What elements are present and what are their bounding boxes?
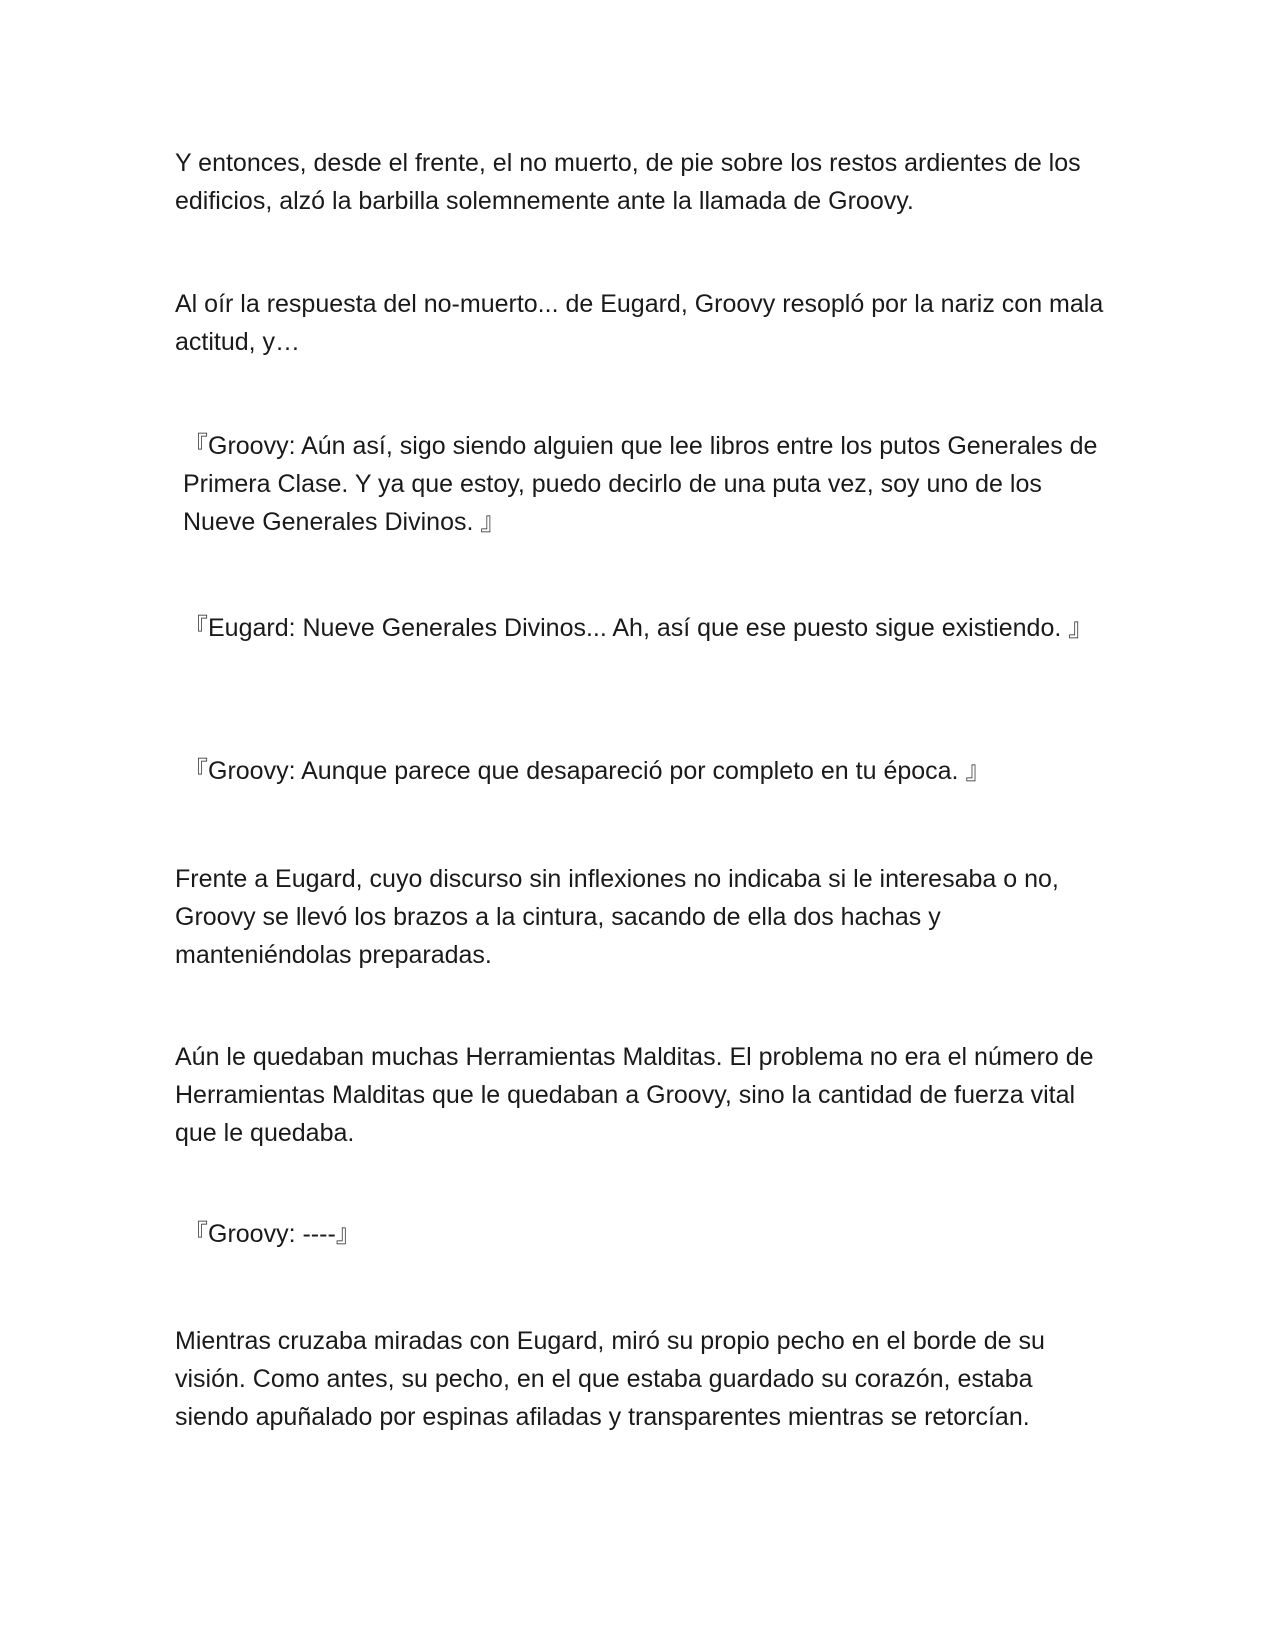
paragraph-narration: Aún le quedaban muchas Herramientas Malditas. El problema no era el número de Herramientas Malditas que le quedaban a Groovy, sino la cantidad de fuerza vital que le quedaba.: [175, 1043, 1094, 1147]
paragraph-narration: Al oír la respuesta del no-muerto... de Eugard, Groovy resopló por la nariz con mala actitud, y…: [175, 290, 1104, 356]
paragraph-dialogue: 『Groovy: Aún así, sigo siendo alguien que lee libros entre los putos Generales de Primera Clase. Y ya que estoy, puedo decirlo de una puta vez, soy uno de los Nueve Generales Divinos. 』: [183, 432, 1098, 536]
paragraph-narration: Y entonces, desde el frente, el no muerto, de pie sobre los restos ardientes de los edificios, alzó la barbilla solemnemente ante la llamada de Groovy.: [175, 149, 1081, 215]
paragraph-narration: Mientras cruzaba miradas con Eugard, miró su propio pecho en el borde de su visión. Como antes, su pecho, en el que estaba guardado su corazón, estaba siendo apuñalado por espinas afiladas y transparentes mientras se retorcían.: [175, 1327, 1045, 1431]
paragraph-dialogue: 『Eugard: Nueve Generales Divinos... Ah, así que ese puesto sigue existiendo. 』: [183, 614, 1094, 642]
paragraph-dialogue: 『Groovy: Aunque parece que desapareció por completo en tu época. 』: [183, 757, 991, 785]
paragraph-dialogue: 『Groovy: ----』: [183, 1220, 361, 1248]
paragraph-narration: Frente a Eugard, cuyo discurso sin inflexiones no indicaba si le interesaba o no, Groovy se llevó los brazos a la cintura, sacando de ella dos hachas y manteniéndolas preparadas.: [175, 865, 1059, 969]
